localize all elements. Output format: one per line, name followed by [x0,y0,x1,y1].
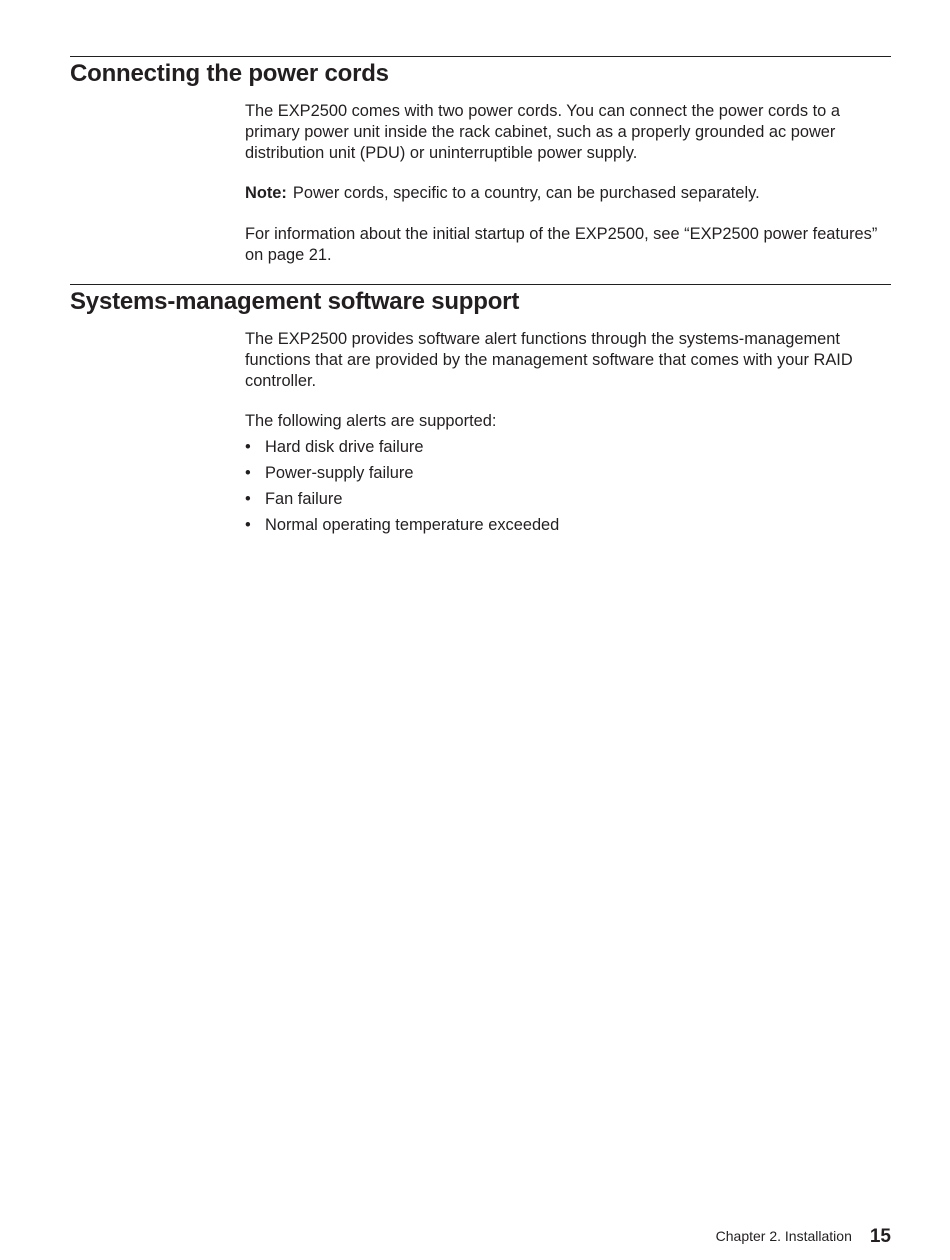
chapter-label: Chapter 2. Installation [715,1228,852,1244]
section-divider [70,284,891,285]
paragraph [245,224,891,266]
alerts-list [245,437,891,541]
section-power-cords [70,56,891,266]
section-divider [70,56,891,57]
paragraph: The EXP2500 comes with two power cords. You can connect the power cords to a primary power unit inside the rack cabinet, such as a properly grounded ac power distribution unit (PDU) or uninterruptible power supply. [245,102,840,162]
list-item [245,515,891,541]
section-body [245,101,891,266]
note-text: Power cords, specific to a country, can be purchased separately. [292,184,760,203]
bullet-icon: • [245,464,251,483]
paragraph-text: For information about the initial startup of the EXP2500, see [245,225,685,244]
cross-reference-link[interactable]: “EXP2500 power features” on page 21 [245,225,878,264]
list-item-text: Fan failure [265,490,343,509]
bullet-icon: • [245,516,251,535]
list-item [245,437,891,463]
paragraph: The EXP2500 provides software alert functions through the systems-management functions that are provided by the management software that comes with your RAID controller. [245,330,853,390]
section-title: Systems-management software support [70,288,520,315]
list-item [245,463,891,489]
section-systems-management [70,284,891,541]
section-title: Connecting the power cords [70,60,389,87]
note-label: Note: [245,184,287,203]
list-item [245,489,891,515]
bullet-icon: • [245,438,251,457]
list-item-text: Power-supply failure [265,464,414,483]
paragraph-text: . [327,245,332,264]
list-item-text: Normal operating temperature exceeded [265,516,560,535]
list-intro: The following alerts are supported: [245,412,497,431]
section-body [245,329,891,541]
note [245,183,891,204]
bullet-icon: • [245,490,251,509]
page-footer [716,1225,891,1248]
page-number: 15 [869,1226,891,1247]
list-item-text: Hard disk drive failure [265,438,424,457]
